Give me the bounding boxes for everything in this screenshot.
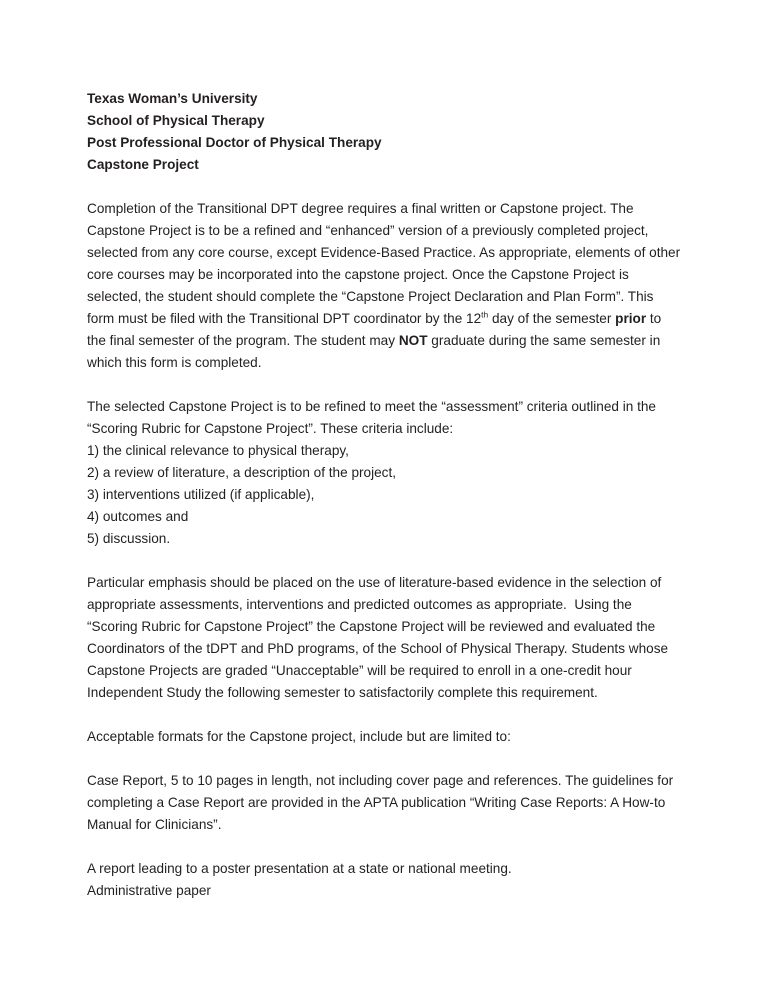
document-heading (87, 88, 681, 176)
heading-line-university: Texas Woman’s University (87, 91, 258, 106)
paragraph-overview-part4: graduate during the same semester in which this form is completed. (87, 333, 665, 370)
spacer (87, 748, 681, 770)
spacer (87, 704, 681, 726)
paragraph-overview-part2: day of the semester (488, 311, 616, 326)
paragraph-emphasis: Particular emphasis should be placed on the use of literature-based evidence in the selection of appropriate assessments, interventions and predicted outcomes as appropriate. Using the “Scoring Rubric for Capstone Project” the Capstone Project will be reviewed and evaluated the Coordinators of the tDPT and PhD programs, of the School of Physical Therapy. Students whose Capstone Projects are graded “Unacceptable” will be required to enroll in a one-credit hour Independent Study the following semester to satisfactorily complete this requirement. (87, 575, 672, 700)
ordinal-suffix: th (481, 309, 489, 320)
document-body (87, 88, 684, 902)
paragraph-overview (87, 198, 684, 374)
criteria-item: 5) discussion. (87, 531, 171, 546)
paragraph-overview-part1: Completion of the Transitional DPT degree requires a final written or Capstone project. The Capstone Project is to be a refined and “enhanced” version of a previously completed project, selected from any core course, except Evidence-Based Practice. As appropriate, elements of other core courses may be incorporated into the capstone project. Once the Capstone Project is selected, the student should complete the “Capstone Project Declaration and Plan Form”. This form must be filed with the Transitional DPT coordinator by the 12 (87, 201, 684, 326)
spacer (87, 374, 681, 396)
paragraph-criteria-intro: The selected Capstone Project is to be refined to meet the “assessment” criteria outlined in the “Scoring Rubric for Capstone Project”. These criteria include: (87, 399, 660, 436)
spacer (87, 176, 681, 198)
emphasis-prior: prior (615, 311, 647, 326)
paragraph-case-report: Case Report, 5 to 10 pages in length, not including cover page and references. The guidelines for completing a Case Report are provided in the APTA publication “Writing Case Reports: A How-to Manual for Clinicians”. (87, 773, 677, 832)
heading-line-program: Post Professional Doctor of Physical Therapy (87, 135, 382, 150)
criteria-item: 1) the clinical relevance to physical therapy, (87, 443, 349, 458)
spacer (87, 550, 681, 572)
paragraph-overview-part3: to the final semester of the program. The student may (87, 311, 666, 348)
emphasis-not: NOT (398, 333, 428, 348)
format-option-administrative: Administrative paper (87, 883, 211, 898)
spacer (87, 836, 681, 858)
paragraph-formats-intro: Acceptable formats for the Capstone project, include but are limited to: (87, 729, 511, 744)
criteria-item: 2) a review of literature, a description of the project, (87, 465, 397, 480)
criteria-item: 3) interventions utilized (if applicable), (87, 487, 315, 502)
heading-line-school: School of Physical Therapy (87, 113, 265, 128)
heading-line-title: Capstone Project (87, 157, 199, 172)
format-option-poster: A report leading to a poster presentation at a state or national meeting. (87, 861, 512, 876)
criteria-item: 4) outcomes and (87, 509, 189, 524)
